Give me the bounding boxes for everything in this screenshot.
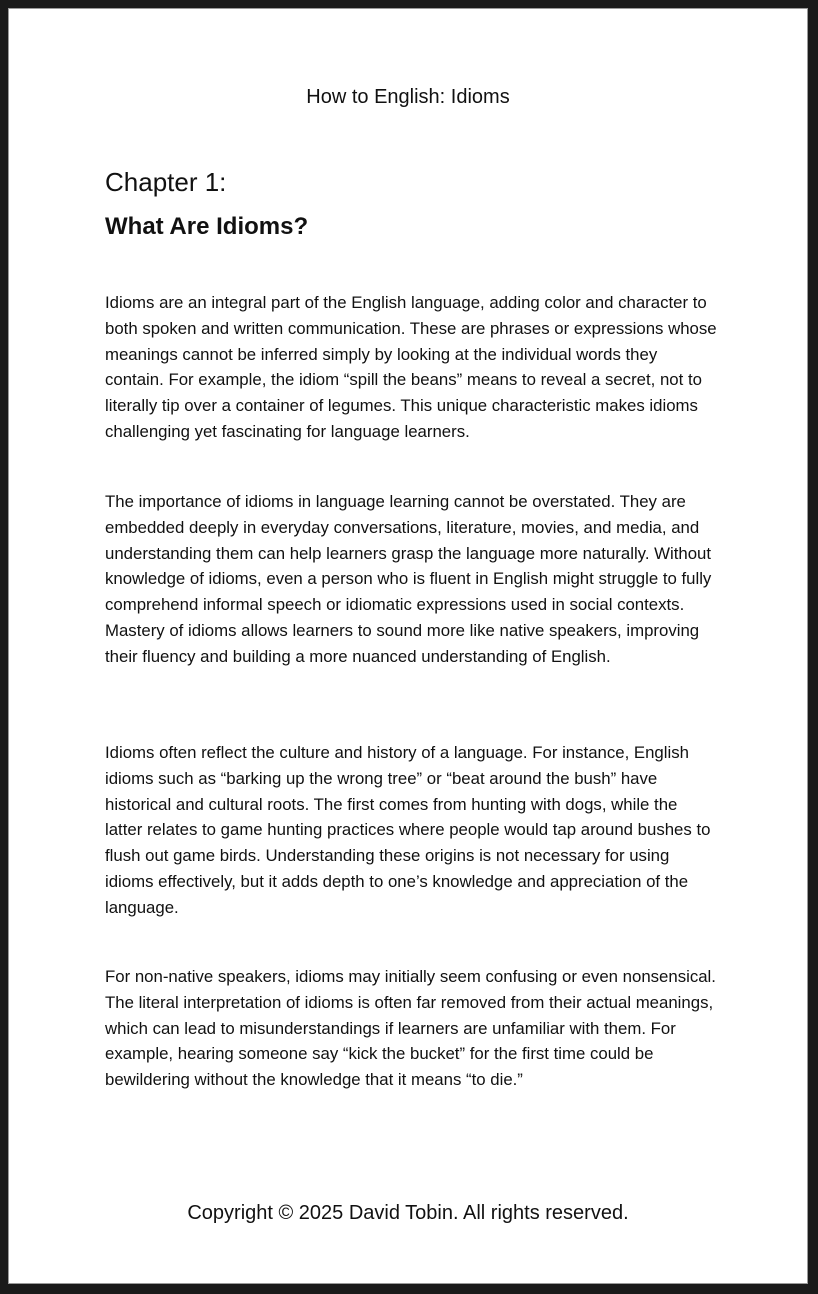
paragraph-2: The importance of idioms in language learning cannot be overstated. They are embedded deeply in everyday conversations, literature, movies, and media, and understanding them can help learners grasp the language more naturally. Without knowledge of idioms, even a person who is fluent in English might struggle to fully comprehend informal speech or idiomatic expressions used in social contexts. Mastery of idioms allows learners to sound more like native speakers, improving their fluency and building a more nuanced understanding of English. (105, 492, 712, 666)
chapter-title: What Are Idioms? (105, 213, 309, 240)
document-page (8, 8, 808, 1284)
paragraph-1: Idioms are an integral part of the English language, adding color and character to both spoken and written communication. These are phrases or expressions whose meanings cannot be inferred simply by looking at the individual words they contain. For example, the idiom “spill the beans” means to reveal a secret, not to literally tip over a container of legumes. This unique characteristic makes idioms challenging yet fascinating for language learners. (105, 293, 717, 441)
running-header: How to English: Idioms (306, 86, 510, 108)
copyright-footer: Copyright © 2025 David Tobin. All rights reserved. (187, 1202, 629, 1224)
chapter-label: Chapter 1: (105, 167, 227, 197)
paragraph-4: For non-native speakers, idioms may initially seem confusing or even nonsensical. The literal interpretation of idioms is often far removed from their actual meanings, which can lead to misunderstandings if learners are unfamiliar with them. For example, hearing someone say “kick the bucket” for the first time could be bewildering without the knowledge that it means “to die.” (105, 967, 716, 1090)
paragraph-3: Idioms often reflect the culture and history of a language. For instance, English idioms such as “barking up the wrong tree” or “beat around the bush” have historical and cultural roots. The first comes from hunting with dogs, while the latter relates to game hunting practices where people would tap around bushes to flush out game birds. Understanding these origins is not necessary for using idioms effectively, but it adds depth to one’s knowledge and appreciation of the language. (105, 743, 711, 917)
